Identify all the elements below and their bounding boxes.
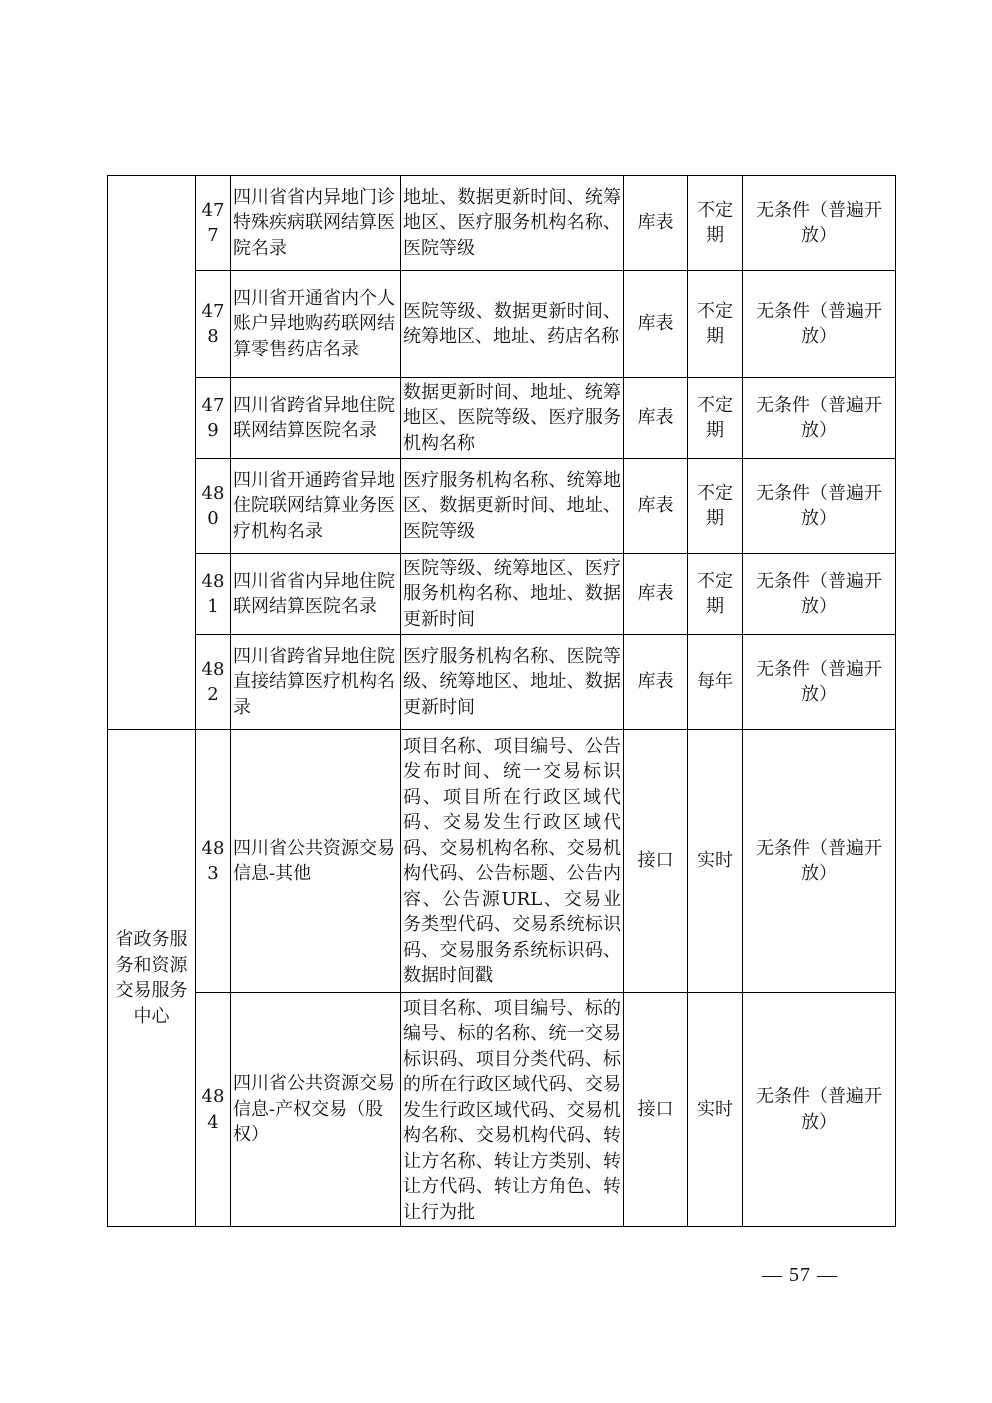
dataset-name: 四川省公共资源交易信息-产权交易（股权）: [231, 993, 401, 1227]
share-type: 接口: [624, 993, 688, 1227]
row-number: 481: [196, 554, 231, 635]
update-frequency: 实时: [688, 993, 743, 1227]
data-items: 项目名称、项目编号、公告发布时间、统一交易标识码、项目所在行政区域代码、交易发生行政区域代码、交易机构名称、交易机构代码、公告标题、公告内容、公告源URL、交易业务类型代码、交易系统标识码、交易服务系统标识码、数据时间戳: [401, 730, 624, 993]
dataset-name: 四川省开通跨省异地住院联网结算业务医疗机构名录: [231, 459, 401, 554]
table-row: [108, 554, 896, 635]
table-row: [108, 176, 896, 271]
update-frequency: 不定期: [688, 378, 743, 459]
open-condition: 无条件（普遍开放）: [743, 730, 896, 993]
data-items: 项目名称、项目编号、标的编号、标的名称、统一交易标识码、项目分类代码、标的所在行政区域代码、交易发生行政区域代码、交易机构名称、交易机构代码、转让方名称、转让方类别、转让方代码、转让方角色、转让行为批: [403, 997, 621, 1223]
row-number: 478: [196, 271, 231, 378]
data-items: 医疗服务机构名称、医院等级、统筹地区、地址、数据更新时间: [401, 635, 624, 730]
department-cell: [108, 176, 196, 730]
update-frequency: 不定期: [688, 554, 743, 635]
share-type: 库表: [624, 554, 688, 635]
row-number: 480: [196, 459, 231, 554]
dataset-name: 四川省开通省内个人账户异地购药联网结算零售药店名录: [231, 271, 401, 378]
open-condition: 无条件（普遍开放）: [743, 459, 896, 554]
table-row: [108, 635, 896, 730]
row-number: 482: [196, 635, 231, 730]
open-condition: 无条件（普遍开放）: [743, 176, 896, 271]
open-condition: 无条件（普遍开放）: [743, 635, 896, 730]
dataset-name: 四川省跨省异地住院直接结算医疗机构名录: [231, 635, 401, 730]
share-type: 库表: [624, 459, 688, 554]
table-row: [108, 271, 896, 378]
row-number: 484: [196, 993, 231, 1227]
page-number: — 57 —: [762, 1264, 838, 1286]
department-cell: 省政务服务和资源交易服务中心: [108, 730, 196, 1227]
open-condition: 无条件（普遍开放）: [743, 554, 896, 635]
data-items: 数据更新时间、地址、统筹地区、医院等级、医疗服务机构名称: [401, 378, 624, 459]
dataset-name: 四川省公共资源交易信息-其他: [231, 730, 401, 993]
update-frequency: 实时: [688, 730, 743, 993]
dataset-name: 四川省省内异地住院联网结算医院名录: [231, 554, 401, 635]
row-number: 477: [196, 176, 231, 271]
table-row: [108, 459, 896, 554]
open-condition: 无条件（普遍开放）: [743, 993, 896, 1227]
open-condition: 无条件（普遍开放）: [743, 271, 896, 378]
share-type: 接口: [624, 730, 688, 993]
row-number: 479: [196, 378, 231, 459]
dataset-name: 四川省跨省异地住院联网结算医院名录: [231, 378, 401, 459]
update-frequency: 不定期: [688, 459, 743, 554]
dataset-name: 四川省省内异地门诊特殊疾病联网结算医院名录: [231, 176, 401, 271]
share-type: 库表: [624, 635, 688, 730]
row-number: 483: [196, 730, 231, 993]
open-data-catalog-table: [107, 175, 896, 1227]
update-frequency: 不定期: [688, 271, 743, 378]
share-type: 库表: [624, 378, 688, 459]
data-items: 医院等级、统筹地区、医疗服务机构名称、地址、数据更新时间: [401, 554, 624, 635]
table-row: [108, 993, 896, 1227]
data-items: 医疗服务机构名称、统筹地区、数据更新时间、地址、医院等级: [401, 459, 624, 554]
update-frequency: 不定期: [688, 176, 743, 271]
open-condition: 无条件（普遍开放）: [743, 378, 896, 459]
data-items-cell: [401, 993, 624, 1227]
share-type: 库表: [624, 176, 688, 271]
data-items: 医院等级、数据更新时间、统筹地区、地址、药店名称: [401, 271, 624, 378]
update-frequency: 每年: [688, 635, 743, 730]
table-row: [108, 730, 896, 993]
data-items: 地址、数据更新时间、统筹地区、医疗服务机构名称、医院等级: [401, 176, 624, 271]
table-row: [108, 378, 896, 459]
share-type: 库表: [624, 271, 688, 378]
